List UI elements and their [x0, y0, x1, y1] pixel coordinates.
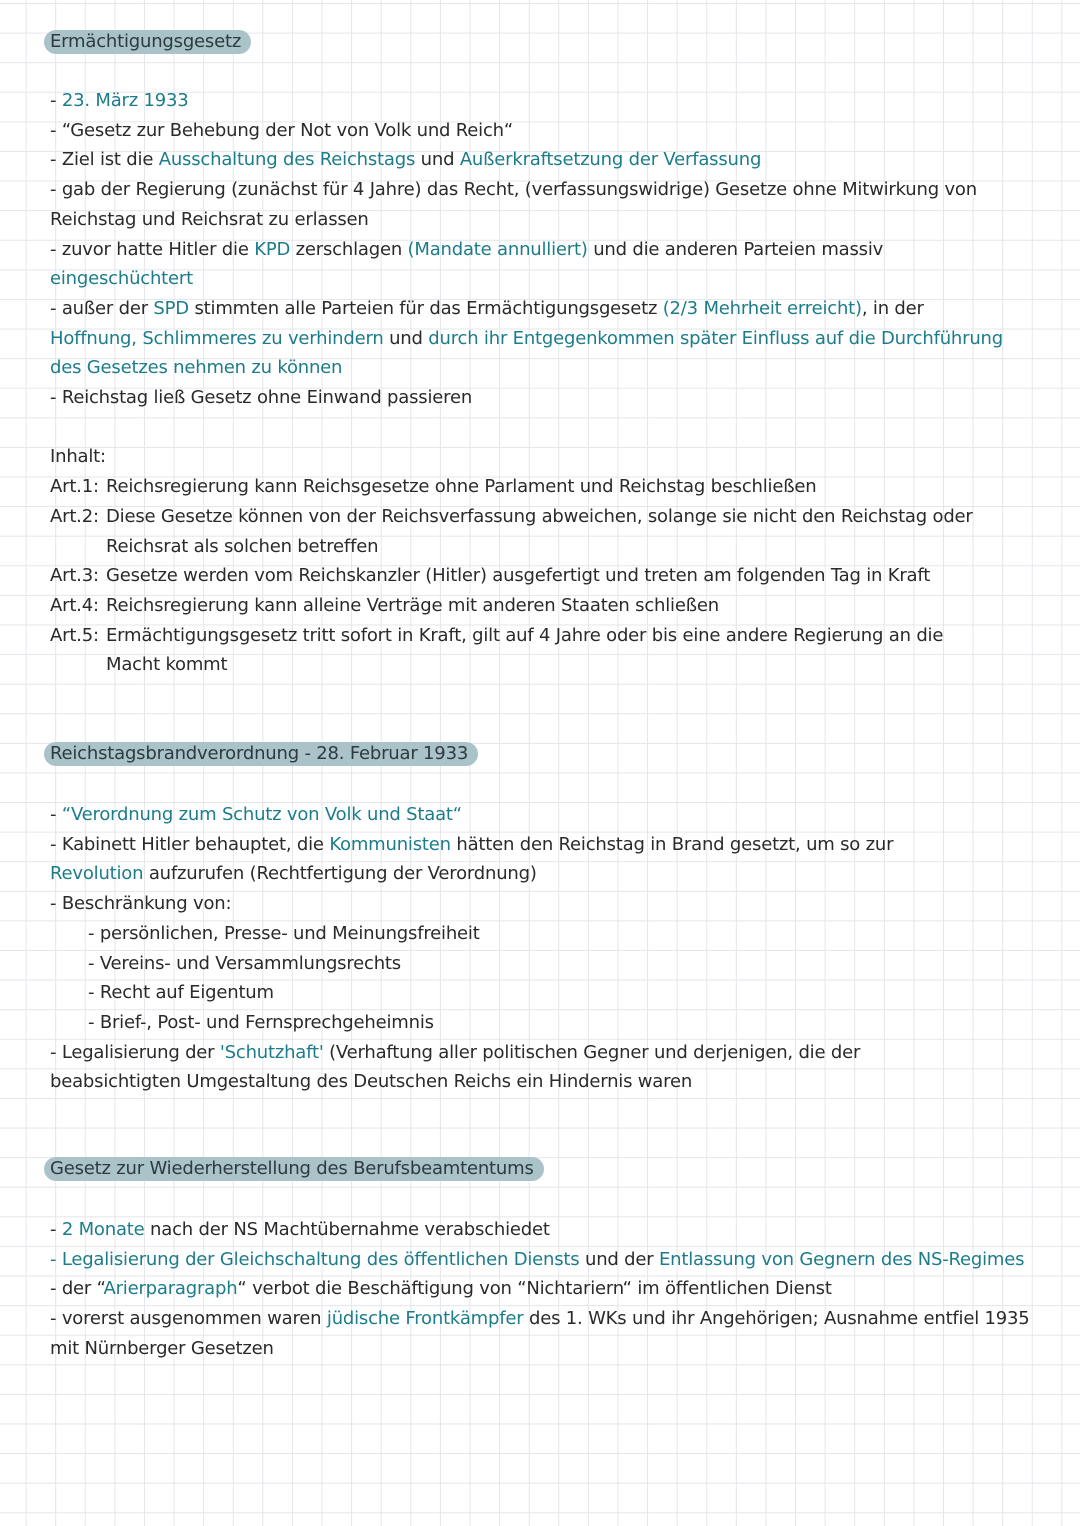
bullet-line: - gab der Regierung (zunächst für 4 Jahre) das Recht, (verfassungswidrige) Gesetze ohne Mitwirkung von	[50, 179, 977, 201]
bullet-line: - zuvor hatte Hitler die KPD zerschlagen (Mandate annulliert) und die anderen Parteien massiv	[50, 238, 884, 260]
section-reichstagsbrandverordnung	[50, 742, 1050, 766]
sub-item: - Brief-, Post- und Fernsprechgeheimnis	[88, 1011, 434, 1033]
bullet-line: - Reichstag ließ Gesetz ohne Einwand passieren	[50, 387, 473, 409]
article-5: Art.5: Ermächtigungsgesetz tritt sofort in Kraft, gilt auf 4 Jahre oder bis eine andere Regierung an die	[50, 624, 944, 646]
section-body	[50, 1215, 1050, 1364]
bullet-line: Hoffnung, Schlimmeres zu verhindern und durch ihr Entgegenkommen später Einfluss auf die Durchführung	[50, 327, 1003, 349]
sub-item: - Recht auf Eigentum	[88, 982, 274, 1004]
bullet-line: Revolution aufzurufen (Rechtfertigung der Verordnung)	[50, 863, 537, 885]
bullet-line: beabsichtigten Umgestaltung des Deutschen Reichs ein Hindernis waren	[50, 1071, 693, 1093]
inhalt-label: Inhalt:	[50, 446, 106, 468]
bullet-line: - Legalisierung der 'Schutzhaft' (Verhaftung aller politischen Gegner und derjenigen, die der	[50, 1041, 861, 1063]
section-heading: Reichstagsbrandverordnung - 28. Februar 1933	[44, 742, 478, 766]
bullet-line: - Beschränkung von:	[50, 893, 232, 915]
article-2: Art.2: Diese Gesetze können von der Reichsverfassung abweichen, solange sie nicht den Reichstag oder	[50, 505, 973, 527]
bullet-line: - “Verordnung zum Schutz von Volk und Staat“	[50, 804, 462, 825]
article-3: Art.3: Gesetze werden vom Reichskanzler (Hitler) ausgefertigt und treten am folgenden Tag in Kraft	[50, 565, 931, 587]
section-ermaechtigungsgesetz	[50, 30, 1050, 54]
bullet-line: eingeschüchtert	[50, 268, 193, 290]
section-berufsbeamtentum	[50, 1157, 1050, 1181]
article-4: Art.4: Reichsregierung kann alleine Verträge mit anderen Staaten schließen	[50, 594, 719, 616]
section-heading: Ermächtigungsgesetz	[44, 30, 251, 54]
bullet-line: - “Gesetz zur Behebung der Not von Volk und Reich“	[50, 119, 513, 141]
bullet-line: Reichstag und Reichsrat zu erlassen	[50, 208, 369, 230]
bullet-line: - 2 Monate nach der NS Machtübernahme verabschiedet	[50, 1219, 550, 1240]
bullet-line: - der “Arierparagraph“ verbot die Beschäftigung von “Nichtariern“ im öffentlichen Dienst	[50, 1278, 832, 1300]
section-body	[50, 800, 1050, 1097]
bullet-line: - außer der SPD stimmten alle Parteien für das Ermächtigungsgesetz (2/3 Mehrheit erreicht), in der	[50, 297, 924, 319]
bullet-line: - 23. März 1933	[50, 90, 189, 111]
article-1: Art.1: Reichsregierung kann Reichsgesetze ohne Parlament und Reichstag beschließen	[50, 476, 817, 498]
bullet-line: - Ziel ist die Ausschaltung des Reichstags und Außerkraftsetzung der Verfassung	[50, 149, 762, 171]
bullet-line: des Gesetzes nehmen zu können	[50, 357, 343, 379]
spacer	[50, 413, 1050, 443]
article-5-cont: Macht kommt	[106, 654, 228, 676]
sub-item: - persönlichen, Presse- und Meinungsfreiheit	[88, 922, 480, 944]
bullet-line: - Kabinett Hitler behauptet, die Kommunisten hätten den Reichstag in Brand gesetzt, um so zur	[50, 833, 894, 855]
bullet-line: mit Nürnberger Gesetzen	[50, 1337, 274, 1359]
article-2-cont: Reichsrat als solchen betreffen	[106, 535, 379, 557]
bullet-line: - vorerst ausgenommen waren jüdische Frontkämpfer des 1. WKs und ihr Angehörigen; Ausnahme entfiel 1935	[50, 1308, 1030, 1330]
section-body	[50, 86, 1050, 680]
section-heading: Gesetz zur Wiederherstellung des Berufsbeamtentums	[44, 1157, 544, 1181]
sub-item: - Vereins- und Versammlungsrechts	[88, 952, 401, 974]
bullet-line: - Legalisierung der Gleichschaltung des öffentlichen Diensts und der Entlassung von Gegnern des NS-Regimes	[50, 1248, 1025, 1270]
